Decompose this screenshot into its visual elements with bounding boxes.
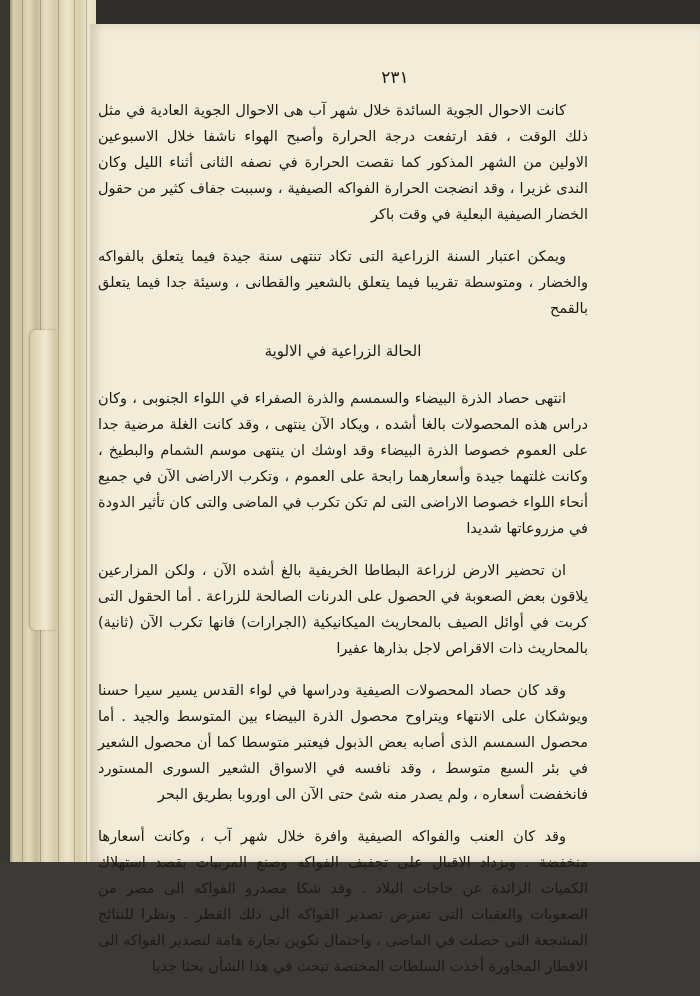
- paragraph-potato-preparation: ان تحضير الارض لزراعة البطاطا الخريفية بالغ أشده الآن ، ولكن المزارعين يلاقون بعض الصعوبة في الحصول على الدرنات الصالحة للزراعة . أما الحقول التى كربت في أوائل الصيف بالمحاريث الميكانيكية (الجرارات) فانها تكرب الآن (ثانية) بالمحاريث ذات الاقراص لاجل بذارها عفيرا: [98, 563, 588, 657]
- section-heading: الحالة الزراعية في الالوية: [264, 342, 422, 360]
- page-edge-line: [22, 0, 23, 862]
- paragraph-fruit-export: وقد كان العنب والفواكه الصيفية وافرة خلال شهر آب ، وكانت أسعارها منخفضة . ويزداد الاقبال على تجفيف الفواكه وصنع المربيات بقصد استهلاك الكميات الزائدة عن حاجات البلاد . وقد شكا مصدرو الفواكه الى مصر من الصعوبات والعقبات التى تعترض تصدير الفواكه الى ذلك القطر . ونظرا للنتائج المشجعة التى حصلت في الماضى ، واحتمال تكوين تجارة هامة لتصدير الفواكه الى الاقطار المجاورة أخذت السلطات المختصة تبحث في هذا الشأن بحثا جديا: [98, 829, 588, 975]
- book-page: [90, 24, 700, 975]
- binding-shadow: [0, 0, 10, 862]
- page-edge-line: [58, 0, 59, 862]
- paragraph-season-summary: ويمكن اعتبار السنة الزراعية التى تكاد تنتهى سنة جيدة فيما يتعلق بالفواكه والخضار ، ومتوسطة تقريبا فيما يتعلق بالشعير والقطانى ، وسيئة جدا فيما يتعلق بالقمح: [98, 249, 588, 317]
- paragraph-weather: كانت الاحوال الجوية السائدة خلال شهر آب هى الاحوال الجوية العادية في مثل ذلك الوقت ، فقد ارتفعت درجة الحرارة وأصبح الهواء ناشفا خلال الاسبوعين الاولين من الشهر المذكور كما نقصت الحرارة في نصفه الثانى أثناء الليل وكان الندى غزيرا ، وقد انضجت الحرارة الفواكه الصيفية ، وسببت جفاف كثير من حقول الخضار الصيفية البعلية في وقت باكر: [98, 103, 588, 223]
- paragraph-southern-district: انتهى حصاد الذرة البيضاء والسمسم والذرة الصفراء في اللواء الجنوبى ، وكان دراس هذه المحصولات بالغا أشده ، ويكاد الآن ينتهى ، وقد كانت الغلة مرضية جدا على العموم خصوصا الذرة البيضاء وقد اوشك ان ينتهى موسم الشمام والبطيخ ، وكانت غلتهما جيدة وأسعارهما رابحة على العموم ، وتكرب الاراضى الآن في جميع أنحاء اللواء خصوصا الاراضى التى لم تكن تكرب في الماضى والتى كان تأثير الدودة في مزروعاتها شديدا: [98, 391, 588, 537]
- page-number: ٢٣١: [381, 68, 409, 88]
- page-edge-line: [74, 0, 75, 862]
- page-body: [98, 98, 588, 996]
- paragraph-jerusalem-district: وقد كان حصاد المحصولات الصيفية ودراسها في لواء القدس يسير سيرا حسنا ويوشكان على الانتهاء ويتراوح محصول الذرة البيضاء بين المتوسط والجيد . أما محصول السمسم الذى أصابه بعض الذبول فيعتبر متوسطا كما أن محصول الشعير في بئر السبع متوسط ، وقد نافسه في الاسواق الشعير السورى المستورد فانخفضت أسعاره ، ولم يصدر منه شئ حتى الآن الى اوروبا بطريق البحر: [98, 683, 588, 803]
- folded-page-tab: [30, 330, 56, 630]
- page-edge-line: [86, 0, 87, 862]
